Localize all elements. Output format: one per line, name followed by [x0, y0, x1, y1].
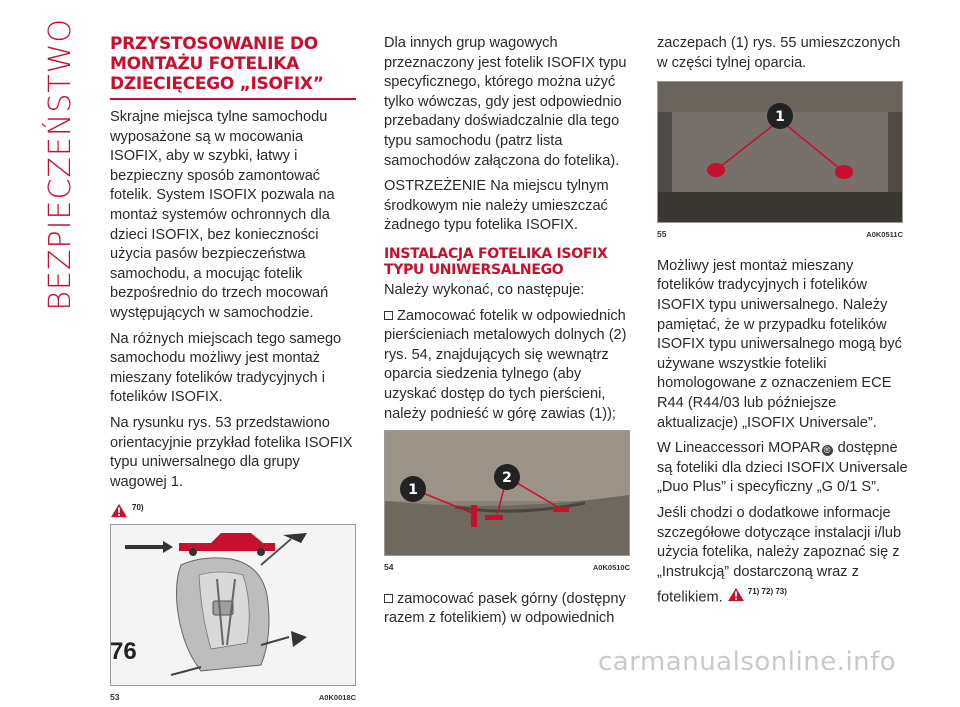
- paragraph: Na różnych miejscach tego samego samochodu możliwy jest montaż mieszany fotelików tradycyjnych i fotelików ISOFIX.: [110, 330, 342, 406]
- callout-2: 2: [502, 470, 512, 487]
- checkbox-bullet-icon: [384, 594, 393, 603]
- figure-number: 53: [110, 691, 120, 702]
- figure-caption: [657, 225, 903, 245]
- figure-code: A0K0018C: [318, 692, 356, 702]
- final-paragraph-text: Jeśli chodzi o dodatkowe informacje szczegółowe dotyczące instalacji i/lub użycia fotelika, należy zapoznać się z „Instrukcją” dostarczoną wraz z fotelikiem.: [657, 504, 902, 606]
- figure-53-isofix-seat: [110, 524, 356, 686]
- isofix-anchor-photo: [385, 431, 629, 555]
- bullet-item: [384, 307, 632, 425]
- column-2: [384, 34, 632, 635]
- column-1: [110, 34, 358, 707]
- page-number: 76: [110, 638, 137, 665]
- section-heading: PRZYSTOSOWANIE DO MONTAŻU FOTELIKA DZIECIĘCEGO „ISOFIX”: [110, 34, 356, 100]
- figure-55-top-tether-anchors: [657, 81, 903, 223]
- warning-reference: [110, 498, 358, 518]
- paragraph: Na rysunku rys. 53 przedstawiono orientacyjnie przykład fotelika ISOFIX typu uniwersalnego dla grupy wagowej 1.: [110, 414, 353, 490]
- registered-mark: ®: [822, 445, 833, 456]
- figure-caption: [384, 558, 630, 578]
- paragraph: Skrajne miejsca tylne samochodu wyposażone są w mocowania ISOFIX, aby w szybki, łatwy i bezpieczny sposób zamontować fotelik. System ISOFIX pozwala na montaż systemów ochronnych dla dzieci ISOFIX, bez konieczności użycia pasów bezpieczeństwa samochodu, a mocując fotelik bezpośrednio do trzech mocowań występujących w samochodzie.: [110, 109, 335, 321]
- section-side-label-text: BEZPIECZEŃSTWO: [42, 18, 78, 311]
- paragraph: Możliwy jest montaż mieszany fotelików tradycyjnych i fotelików ISOFIX typu uniwersalnego. Należy pamiętać, że w przypadku fotelików ISOFIX typu uniwersalnego mogą być używane wszystkie foteliki homologowane z oznaczeniem ECE R44 (R44/03 lub późniejsze aktualizacje) „ISOFIX Universale”.: [657, 257, 902, 431]
- paragraph: [657, 504, 909, 609]
- figure-number: 54: [384, 562, 394, 573]
- top-tether-photo: [658, 82, 902, 222]
- warning-reference: [727, 582, 787, 602]
- bullet-text: zamocować pasek górny (dostępny razem z fotelikiem) w odpowiednich: [384, 590, 626, 627]
- mopar-text-rest: dostępne są foteliki dla dzieci ISOFIX Universale „Duo Plus” i specyficzny „G 0/1 S”.: [657, 440, 908, 496]
- checkbox-bullet-icon: [384, 311, 393, 320]
- bullet-text: Zamocować fotelik w odpowiednich pierścieniach metalowych dolnych (2) rys. 54, znajdujących się wewnątrz oparcia siedzenia tylnego (aby uzyskać dostęp do tych pierścieni, należy podnieść w górę zawias (1));: [384, 307, 627, 422]
- figure-54-isofix-anchors: [384, 430, 630, 556]
- footer-watermark-url: carmanualsonline.info: [598, 647, 897, 677]
- warning-ref-numbers: 71) 72) 73): [747, 587, 787, 597]
- callout-1: 1: [775, 109, 785, 126]
- section-side-label: [38, 18, 82, 311]
- paragraph: OSTRZEŻENIE Na miejscu tylnym środkowym nie należy umieszczać żadnego typu fotelika ISOFIX.: [384, 178, 609, 234]
- mopar-text: W Lineaccessori MOPAR: [657, 440, 821, 457]
- warning-triangle-icon: [110, 503, 128, 518]
- figure-code: A0K0510C: [592, 563, 630, 573]
- paragraph: Dla innych grup wagowych przeznaczony jest fotelik ISOFIX typu specyficznego, którego można użyć tylko wówczas, gdy jest odpowiednio przebadany doświadczalnie dla tego typu samochodu (patrz lista samochodów załączona do fotelika).: [384, 35, 627, 169]
- bullet-item: [384, 590, 632, 629]
- column-3: [657, 34, 909, 614]
- callout-1: 1: [408, 482, 418, 499]
- subsection-heading: INSTALACJA FOTELIKA ISOFIX TYPU UNIWERSALNEGO: [384, 245, 608, 278]
- paragraph: zaczepach (1) rys. 55 umieszczonych w części tylnej oparcia.: [657, 35, 901, 71]
- paragraph: Należy wykonać, co następuje:: [384, 281, 585, 298]
- isofix-seat-illustration: [111, 525, 355, 685]
- paragraph: [657, 439, 909, 498]
- figure-caption: [110, 688, 356, 707]
- warning-ref-number: 70): [132, 503, 144, 513]
- figure-code: A0K0511C: [866, 230, 903, 240]
- figure-number: 55: [657, 229, 667, 240]
- warning-triangle-icon: [727, 587, 745, 602]
